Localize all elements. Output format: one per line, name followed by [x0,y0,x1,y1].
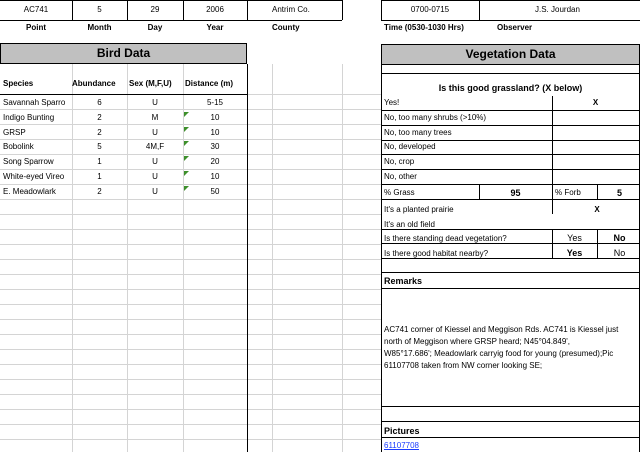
old-field-label: It's an old field [384,221,435,229]
dead-vegetation-no[interactable]: No [613,234,626,243]
bird-species-cell[interactable]: Song Sparrow [3,158,54,166]
day-value[interactable]: 29 [150,6,160,14]
bird-species-cell[interactable]: White-eyed Vireo [3,173,65,181]
bird-distance-cell[interactable]: 10 [210,114,220,122]
bird-sex-cell[interactable]: 4M,F [145,143,165,151]
comment-indicator-icon[interactable] [184,112,189,117]
bird-sex-cell[interactable]: M [151,114,159,122]
picture-link[interactable]: 61107708 [384,442,419,450]
bird-abundance-cell[interactable]: 2 [97,129,102,137]
bird-species-cell[interactable]: E. Meadowlark [3,188,56,196]
county-value[interactable]: Antrim Co. [272,6,310,14]
bird-abundance-cell[interactable]: 2 [97,114,102,122]
grassland-question: Is this good grassland? (X below) [438,84,583,93]
dead-vegetation-label: Is there standing dead vegetation? [384,235,507,243]
observer-label: Observer [497,24,533,32]
comment-indicator-icon[interactable] [184,186,189,191]
grassland-option-label: No, too many shrubs (>10%) [384,114,487,122]
planted-prairie-label: It's a planted prairie [384,206,454,214]
col-abundance: Abundance [72,80,116,88]
bird-sex-cell[interactable]: U [152,188,158,196]
month-label: Month [87,24,112,32]
grassland-option-label: No, other [384,173,417,181]
day-label: Day [147,24,163,32]
bird-sex-cell[interactable]: U [152,173,158,181]
bird-sex-cell[interactable]: U [152,158,158,166]
remarks-text-line: north of Meggison where GRSP heard; N45°04.849', [384,338,571,346]
bird-distance-cell[interactable]: 50 [210,188,220,196]
grassland-option-label: No, crop [384,158,415,166]
bird-abundance-cell[interactable]: 2 [97,188,102,196]
habitat-nearby-no[interactable]: No [613,249,626,258]
bird-abundance-cell[interactable]: 1 [97,173,102,181]
grassland-option-label: Yes! [384,99,400,107]
point-value[interactable]: AC741 [23,6,49,14]
bird-sex-cell[interactable]: U [152,129,158,137]
bird-distance-cell[interactable]: 10 [210,129,220,137]
bird-sex-cell[interactable]: U [152,99,158,107]
remarks-text-line: W85°17.686'; Meadowlark carryig food for young (presumed);Pic [384,350,614,358]
planted-prairie-mark[interactable]: X [594,206,600,214]
time-value[interactable]: 0700-0715 [410,6,450,14]
bird-abundance-cell[interactable]: 5 [97,143,102,151]
bird-species-cell[interactable]: GRSP [3,129,26,137]
pictures-title: Pictures [384,427,420,436]
month-value[interactable]: 5 [97,6,102,14]
habitat-nearby-label: Is there good habitat nearby? [384,250,489,258]
bird-species-cell[interactable]: Savannah Sparro [3,99,66,107]
comment-indicator-icon[interactable] [184,141,189,146]
bird-distance-cell[interactable]: 10 [210,173,220,181]
bird-species-cell[interactable]: Bobolink [3,143,34,151]
bird-distance-cell[interactable]: 5-15 [206,99,223,107]
grassland-option-label: No, developed [384,143,436,151]
comment-indicator-icon[interactable] [184,127,189,132]
bird-species-cell[interactable]: Indigo Bunting [3,114,55,122]
forb-value[interactable]: 5 [616,189,622,198]
habitat-nearby-yes[interactable]: Yes [566,249,583,258]
col-distance: Distance (m) [185,80,234,88]
grassland-option-mark[interactable]: X [592,99,599,107]
vegetation-data-header: Vegetation Data [381,44,640,65]
col-sex: Sex (M,F,U) [129,80,172,88]
bird-abundance-cell[interactable]: 6 [97,99,102,107]
dead-vegetation-yes[interactable]: Yes [567,234,582,243]
point-label: Point [26,24,46,32]
grass-label: % Grass [384,189,415,197]
county-label: County [272,24,300,32]
observer-value[interactable]: J.S. Jourdan [535,6,580,14]
grass-value[interactable]: 95 [510,189,521,198]
forb-label: % Forb [555,189,581,197]
year-label: Year [206,24,224,32]
remarks-title: Remarks [384,277,423,286]
col-species: Species [3,80,34,88]
comment-indicator-icon[interactable] [184,171,189,176]
remarks-text-line: 61107708 taken from NW corner looking SE; [384,362,543,370]
comment-indicator-icon[interactable] [184,156,189,161]
bird-distance-cell[interactable]: 30 [210,143,220,151]
bird-abundance-cell[interactable]: 1 [97,158,102,166]
bird-data-header: Bird Data [0,43,247,64]
bird-distance-cell[interactable]: 20 [210,158,220,166]
remarks-text-line: AC741 corner of Kiessel and Meggison Rds. AC741 is Kiessel just [384,326,619,334]
time-label: Time (0530-1030 Hrs) [384,24,464,32]
year-value[interactable]: 2006 [206,6,224,14]
grassland-option-label: No, too many trees [384,129,452,137]
